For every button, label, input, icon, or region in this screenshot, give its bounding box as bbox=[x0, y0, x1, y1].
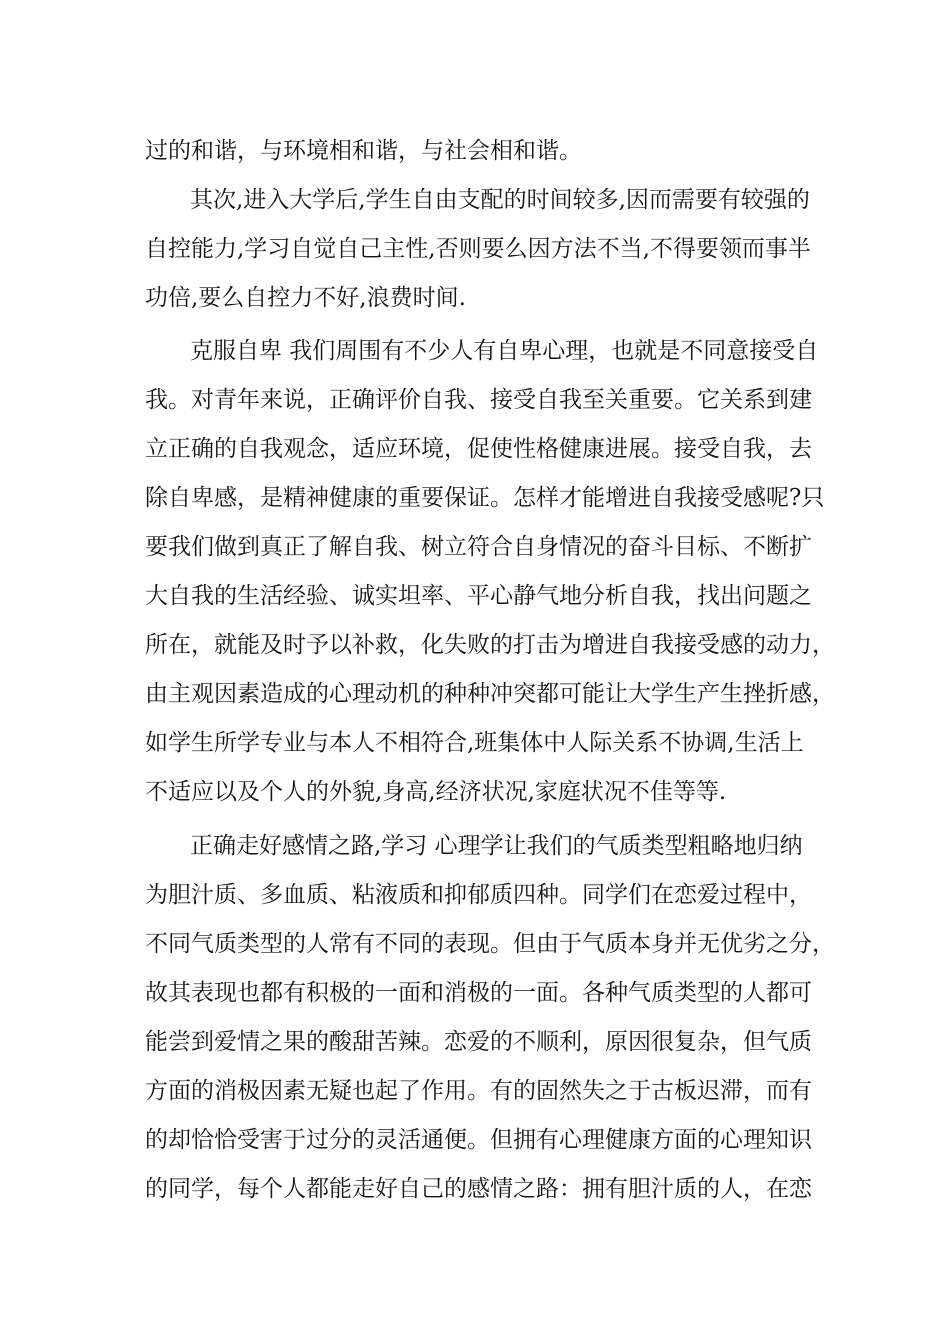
text-line: 所在，就能及时予以补救，化失败的打击为增进自我接受感的动力， bbox=[145, 632, 835, 658]
text-line: 除自卑感，是精神健康的重要保证。怎样才能增进自我接受感呢?只 bbox=[145, 485, 825, 511]
text-line: 我。对青年来说，正确评价自我、接受自我至关重要。它关系到建 bbox=[145, 387, 812, 413]
text-line: 如学生所学专业与本人不相符合,班集体中人际关系不协调,生活上 bbox=[145, 730, 804, 756]
text-line: 方面的消极因素无疑也起了作用。有的固然失之于古板迟滞，而有 bbox=[145, 1078, 812, 1104]
paragraph-start-line: 克服自卑 我们周围有不少人有自卑心理，也就是不同意接受自 bbox=[190, 338, 819, 364]
text-line: 要我们做到真正了解自我、树立符合自身情况的奋斗目标、不断扩 bbox=[145, 534, 812, 560]
text-line: 的同学，每个人都能走好自己的感情之路：拥有胆汁质的人，在恋 bbox=[145, 1176, 812, 1202]
text-line: 不同气质类型的人常有不同的表现。但由于气质本身并无优劣之分， bbox=[145, 931, 835, 957]
text-line: 立正确的自我观念，适应环境，促使性格健康进展。接受自我，去 bbox=[145, 436, 812, 462]
text-line: 自控能力,学习自觉自己主性,否则要么因方法不当,不得要领而事半 bbox=[145, 236, 811, 262]
paragraph-start-line: 正确走好感情之路,学习 心理学让我们的气质类型粗略地归纳 bbox=[190, 833, 803, 859]
paragraph-start-line: 其次,进入大学后,学生自由支配的时间较多,因而需要有较强的 bbox=[190, 187, 810, 213]
text-line: 的却恰恰受害于过分的灵活通便。但拥有心理健康方面的心理知识 bbox=[145, 1127, 812, 1153]
text-line: 为胆汁质、多血质、粘液质和抑郁质四种。同学们在恋爱过程中， bbox=[145, 882, 812, 908]
text-line: 由主观因素造成的心理动机的种种冲突都可能让大学生产生挫折感， bbox=[145, 681, 835, 707]
text-line: 不适应以及个人的外貌,身高,经济状况,家庭状况不佳等等. bbox=[145, 779, 727, 805]
text-line: 故其表现也都有积极的一面和消极的一面。各种气质类型的人都可 bbox=[145, 980, 812, 1006]
text-line: 能尝到爱情之果的酸甜苦辣。恋爱的不顺利，原因很复杂，但气质 bbox=[145, 1029, 812, 1055]
text-line: 过的和谐，与环境相和谐，与社会相和谐。 bbox=[145, 138, 582, 164]
text-line: 功倍,要么自控力不好,浪费时间. bbox=[145, 285, 466, 311]
text-line: 大自我的生活经验、诚实坦率、平心静气地分析自我，找出问题之 bbox=[145, 583, 812, 609]
